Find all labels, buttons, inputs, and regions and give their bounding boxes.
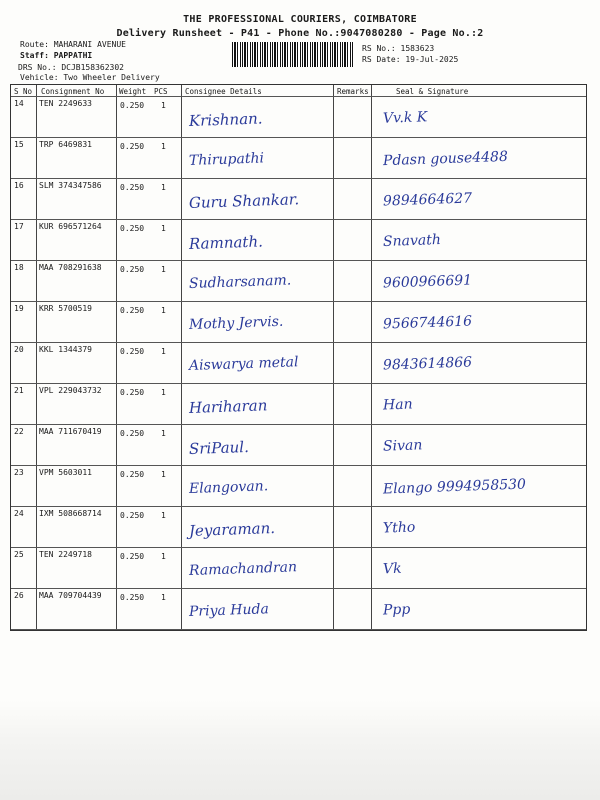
row-weight: 0.250: [120, 470, 145, 479]
row-consignee-name: Mothy Jervis.: [188, 313, 284, 333]
row-consignment-no: TEN 2249633: [39, 99, 92, 108]
row-consignment-no: KUR 696571264: [39, 222, 102, 231]
row-consignment-no: KRR 5700519: [39, 304, 92, 313]
row-sno: 26: [14, 591, 24, 600]
table-row: [11, 588, 586, 629]
table-row: [11, 506, 586, 547]
row-signature: Ppp: [382, 601, 411, 619]
table-row: [11, 219, 586, 260]
row-signature: 9566744616: [382, 313, 473, 333]
header-remarks: Remarks: [337, 87, 369, 96]
row-pcs: 1: [161, 347, 166, 356]
row-consignment-no: VPM 5603011: [39, 468, 92, 477]
row-signature: Sivan: [382, 437, 423, 455]
row-sno: 18: [14, 263, 24, 272]
route-label: Route: MAHARANI AVENUE: [20, 40, 126, 49]
row-signature: Pdasn gouse4488: [382, 148, 509, 170]
row-consignee-name: Guru Shankar.: [188, 190, 300, 212]
company-title: THE PROFESSIONAL COURIERS, COIMBATORE: [183, 14, 417, 25]
row-pcs: 1: [161, 306, 166, 315]
row-pcs: 1: [161, 593, 166, 602]
row-consignment-no: TRP 6469831: [39, 140, 92, 149]
row-sno: 20: [14, 345, 24, 354]
row-sno: 16: [14, 181, 24, 190]
row-pcs: 1: [161, 511, 166, 520]
table-row: [11, 96, 586, 137]
table-row: [11, 178, 586, 219]
row-sno: 22: [14, 427, 24, 436]
row-weight: 0.250: [120, 265, 145, 274]
row-consignment-no: SLM 374347586: [39, 181, 102, 190]
row-signature: 9843614866: [382, 354, 473, 374]
row-consignee-name: Priya Huda: [188, 601, 270, 620]
runsheet-subtitle: Delivery Runsheet - P41 - Phone No.:9047080280 - Page No.:2: [116, 28, 484, 39]
barcode-image: [232, 42, 354, 67]
table-row: [11, 547, 586, 588]
row-sno: 17: [14, 222, 24, 231]
vehicle-label: Vehicle: Two Wheeler Delivery: [20, 73, 160, 82]
row-weight: 0.250: [120, 347, 145, 356]
row-consignment-no: MAA 709704439: [39, 591, 102, 600]
row-consignee-name: Thirupathi: [188, 150, 265, 169]
row-signature: Ytho: [382, 519, 416, 537]
header-sno: S No: [14, 87, 33, 96]
row-weight: 0.250: [120, 224, 145, 233]
row-sno: 25: [14, 550, 24, 559]
row-consignment-no: KKL 1344379: [39, 345, 92, 354]
row-pcs: 1: [161, 142, 166, 151]
row-consignee-name: Elangovan.: [188, 478, 269, 497]
header-seal: Seal & Signature: [396, 87, 469, 96]
header-weight: Weight: [119, 87, 147, 96]
drs-label: DRS No.: DCJB158362302: [18, 63, 124, 72]
row-pcs: 1: [161, 429, 166, 438]
row-sno: 19: [14, 304, 24, 313]
row-consignee-name: Sudharsanam.: [188, 272, 292, 292]
row-sno: 21: [14, 386, 24, 395]
row-weight: 0.250: [120, 593, 145, 602]
row-consignment-no: VPL 229043732: [39, 386, 102, 395]
row-weight: 0.250: [120, 429, 145, 438]
delivery-table: [10, 84, 587, 631]
row-consignee-name: Jeyaraman.: [188, 519, 276, 540]
row-consignee-name: Krishnan.: [188, 109, 263, 130]
row-weight: 0.250: [120, 101, 145, 110]
row-weight: 0.250: [120, 552, 145, 561]
row-pcs: 1: [161, 265, 166, 274]
page-fold: [0, 700, 600, 800]
header-consignment: Consignment No: [41, 87, 105, 96]
row-weight: 0.250: [120, 142, 145, 151]
row-consignment-no: IXM 508668714: [39, 509, 102, 518]
rs-number: RS No.: 1583623: [362, 44, 435, 53]
row-consignment-no: MAA 708291638: [39, 263, 102, 272]
row-weight: 0.250: [120, 306, 145, 315]
row-consignee-name: Aiswarya metal: [188, 354, 299, 374]
header-pcs: PCS: [154, 87, 168, 96]
row-consignee-name: Ramnath.: [188, 232, 264, 253]
row-sno: 14: [14, 99, 24, 108]
row-weight: 0.250: [120, 511, 145, 520]
row-signature: Vk: [382, 560, 402, 578]
row-pcs: 1: [161, 101, 166, 110]
row-pcs: 1: [161, 552, 166, 561]
row-consignment-no: TEN 2249718: [39, 550, 92, 559]
row-weight: 0.250: [120, 183, 145, 192]
row-consignee-name: SriPaul.: [188, 437, 250, 458]
row-sno: 24: [14, 509, 24, 518]
row-pcs: 1: [161, 388, 166, 397]
row-signature: Snavath: [382, 231, 442, 251]
row-consignment-no: MAA 711670419: [39, 427, 102, 436]
row-weight: 0.250: [120, 388, 145, 397]
rs-date: RS Date: 19-Jul-2025: [362, 55, 459, 64]
row-signature: 9600966691: [382, 272, 473, 292]
row-signature: Vv.k K: [382, 109, 428, 127]
row-signature: Elango 9994958530: [382, 476, 527, 498]
row-pcs: 1: [161, 224, 166, 233]
row-signature: Han: [382, 396, 413, 414]
row-pcs: 1: [161, 183, 166, 192]
table-row: [11, 342, 586, 383]
table-row: [11, 424, 586, 465]
row-consignee-name: Ramachandran: [188, 559, 298, 579]
table-row: [11, 383, 586, 424]
row-sno: 23: [14, 468, 24, 477]
row-signature: 9894664627: [382, 190, 473, 210]
table-row: [11, 465, 586, 506]
row-pcs: 1: [161, 470, 166, 479]
header-consignee: Consignee Details: [185, 87, 262, 96]
table-row: [11, 137, 586, 178]
row-divider: [11, 629, 586, 630]
staff-label: Staff: PAPPATHI: [20, 51, 93, 60]
row-consignee-name: Hariharan: [188, 396, 268, 417]
row-sno: 15: [14, 140, 24, 149]
table-row: [11, 301, 586, 342]
table-row: [11, 260, 586, 301]
